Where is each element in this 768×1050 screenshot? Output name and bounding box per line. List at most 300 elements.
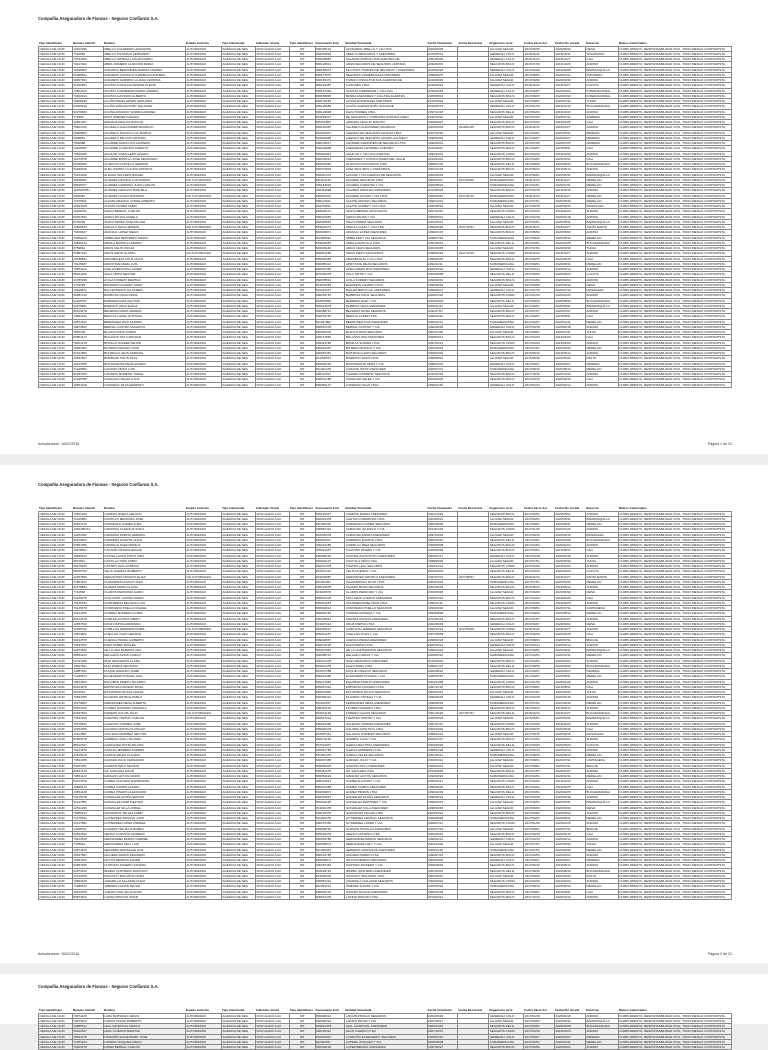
col-ramos: CUMPLIMIENTO, RESPONSABILIDAD CIVIL, TODO RIESGO CONTRATISTA, <box>618 842 731 847</box>
col-organismo: SURAMERICANA <box>489 198 524 203</box>
col-ramos: CUMPLIMIENTO, RESPONSABILIDAD CIVIL, TODO RIESGO CONTRATISTA, <box>618 146 731 151</box>
col-numero-id: 19308245 <box>72 99 103 104</box>
col-tipo-id: CEDULA DE CIUD <box>39 72 73 77</box>
col-fecha-inicio: 2017/07/07 <box>524 616 555 621</box>
col-organismo: SURAMERICANA <box>489 177 524 182</box>
col-organismo: SEGUROS BOLIV <box>489 93 524 98</box>
col-fecha-fin: 2019/05/12 <box>555 167 586 172</box>
col-organismo: ALLIANZ SEGUR <box>489 732 524 737</box>
col-tipo-intermediario: AGENCIA DE SEG <box>222 868 256 873</box>
col-sucursal: BARRANQUILLA <box>585 716 618 721</box>
col-ramos: CUMPLIMIENTO, RESPONSABILIDAD CIVIL, TODO RIESGO CONTRATISTA, <box>618 711 731 716</box>
col-fecha-vinculacion: 1995/03/23 <box>427 800 458 805</box>
col-documento-entidad: 900187452 <box>315 821 345 826</box>
col-numero-id: 52386531 <box>72 72 103 77</box>
col-documento-entidad: 813002478 <box>315 805 345 810</box>
col-fecha-inicio: 2017/08/30 <box>524 162 555 167</box>
col-entidad-vinculada: TOPAZ CONSULTOR SAS AGENTES DE <box>345 78 427 83</box>
col-entidad-vinculada: GALLEGO RAMIREZ SEGUROS <box>345 732 427 737</box>
col-sucursal: CALI <box>585 548 618 553</box>
col-fecha-vinculacion: 2007/02/20 <box>427 130 458 135</box>
col-fecha-vinculacion: 1997/05/27 <box>427 1045 458 1050</box>
col-tipo-id: CEDULA DE CIUD <box>39 742 73 747</box>
col-fecha-desvinculacion: 2017/07/31 <box>458 711 489 716</box>
col-sucursal: MEDELLIN <box>585 193 618 198</box>
col-tipo-intermediario: AGENCIA DE SEG <box>222 595 256 600</box>
col-fecha-inicio: 2017/04/18 <box>524 553 555 558</box>
col-nombre: GUTIERREZ LOPEZ ANDREA <box>103 821 185 826</box>
col-organismo: SEGUROS BOLIV <box>489 852 524 857</box>
col-sucursal: CALI <box>585 256 618 261</box>
col-organismo: SURAMERICANA <box>489 261 524 266</box>
col-estado: AUTORIZADO <box>186 198 222 203</box>
col-entidad-vinculada: BARRERA DIAZ Y CIA <box>345 298 427 303</box>
col-entidad-vinculada: BOLAÑOS PAZ ASESORES <box>345 335 427 340</box>
col-indicador-vinculacion: VINCULADO A AC <box>255 225 289 230</box>
col-documento-entidad: 900170181 <box>315 99 345 104</box>
col-tipo-id: CEDULA DE CIUD <box>39 511 73 516</box>
column-header: Numero Identifi <box>72 506 95 511</box>
column-header: Fecha Fin Acredi <box>555 1008 580 1013</box>
col-fecha-vinculacion: 1996/01/15 <box>427 230 458 235</box>
col-tipo-id: CEDULA DE CIUD <box>39 600 73 605</box>
col-fecha-inicio: 2017/09/01 <box>524 889 555 894</box>
col-documento-entidad: 804012547 <box>315 537 345 542</box>
col-numero-id: 52987412 <box>72 293 103 298</box>
col-indicador-vinculacion: VINCULADO A AC <box>255 356 289 361</box>
col-sucursal: CALI <box>585 377 618 382</box>
col-ramos: CUMPLIMIENTO, RESPONSABILIDAD CIVIL, TODO RIESGO CONTRATISTA, <box>618 721 731 726</box>
col-nombre: CERVANTES OROZCO ELIAS <box>103 574 185 579</box>
col-tipo-id: CEDULA DE CIUD <box>39 251 73 256</box>
col-fecha-fin: 2020/02/14 <box>555 267 586 272</box>
col-tipo-id: CEDULA DE CIUD <box>39 219 73 224</box>
col-tipo-id: CEDULA DE CIUD <box>39 768 73 773</box>
col-tipo-id: CEDULA DE CIUD <box>39 894 73 899</box>
col-tipo-id: CEDULA DE CIUD <box>39 377 73 382</box>
col-indicador-vinculacion: VINCULADO A AC <box>255 288 289 293</box>
col-fecha-inicio: 2017/05/20 <box>524 742 555 747</box>
col-organismo: GENERALI COLO <box>489 288 524 293</box>
col-fecha-fin: 2020/06/27 <box>555 858 586 863</box>
col-estado: AUTORIZADO <box>186 737 222 742</box>
col-tipo-id-entidad: NIT <box>289 204 315 209</box>
col-fecha-inicio: 2017/02/20 <box>524 209 555 214</box>
col-documento-entidad: 811054123 <box>315 884 345 889</box>
col-entidad-vinculada: ALZATE GOMEZ Y CIA LTDA <box>345 204 427 209</box>
col-fecha-inicio: 2017/10/10 <box>524 894 555 899</box>
col-nombre: GIRALDO HOYOS MARIO <box>103 774 185 779</box>
col-sucursal: NEIVA <box>585 590 618 595</box>
col-organismo: ALLIANZ SEGUR <box>489 46 524 51</box>
col-sucursal: ANDINO <box>585 837 618 842</box>
col-nombre: IBARRA QUINTERO RODOLFO <box>103 868 185 873</box>
col-fecha-fin: 2019/02/20 <box>555 209 586 214</box>
col-entidad-vinculada: BONILLA SUAREZ LTDA <box>345 340 427 345</box>
col-documento-entidad: 890985412 <box>315 261 345 266</box>
col-estado: AUTORIZADO <box>186 62 222 67</box>
col-ramos: CUMPLIMIENTO, RESPONSABILIDAD CIVIL, TODO RIESGO CONTRATISTA, <box>618 653 731 658</box>
col-organismo: GENERALI COLO <box>489 88 524 93</box>
col-documento-entidad: 900124578 <box>315 585 345 590</box>
col-indicador-vinculacion: VINCULADO A AC <box>255 737 289 742</box>
col-tipo-intermediario: AGENCIA DE SEG <box>222 319 256 324</box>
col-fecha-fin: 2019/02/28 <box>555 67 586 72</box>
col-estado: AUTORIZADO <box>186 240 222 245</box>
col-numero-id: 93254781 <box>72 763 103 768</box>
col-tipo-id: CEDULA DE CIUD <box>39 879 73 884</box>
col-documento-entidad: 900184516 <box>315 183 345 188</box>
col-nombre: JIMENEZ ALZATE FELIPE <box>103 884 185 889</box>
col-tipo-id-entidad: NIT <box>289 695 315 700</box>
col-tipo-id: CEDULA DE CIUD <box>39 543 73 548</box>
col-entidad-vinculada: GOMEZ CAMPO ASESORES <box>345 784 427 789</box>
col-tipo-id-entidad: NIT <box>289 847 315 852</box>
col-tipo-intermediario: AGENCIA DE SEG <box>222 345 256 350</box>
col-fecha-inicio: 2017/02/14 <box>524 747 555 752</box>
col-organismo: SURAMERICANA <box>489 774 524 779</box>
col-organismo: SEGUROS COMU <box>489 251 524 256</box>
col-fecha-vinculacion: 2006/01/16 <box>427 595 458 600</box>
col-estado: AUTORIZADO <box>186 282 222 287</box>
col-ramos: CUMPLIMIENTO, RESPONSABILIDAD CIVIL, TODO RIESGO CONTRATISTA, <box>618 324 731 329</box>
col-sucursal: CALI <box>585 632 618 637</box>
col-nombre: JARAMILLO SALAZAR HUGO <box>103 879 185 884</box>
col-entidad-vinculada: CARDENAS GOMEZ SEGUROS <box>345 522 427 527</box>
col-entidad-vinculada: CORONADO PUELLO SEGUROS <box>345 606 427 611</box>
col-fecha-vinculacion: 1993/02/10 <box>427 277 458 282</box>
col-organismo: SEGUROS BOLIV <box>489 889 524 894</box>
col-fecha-inicio: 2017/02/01 <box>524 319 555 324</box>
col-organismo: ALLIANZ SEGUR <box>489 826 524 831</box>
col-fecha-fin: 2020/05/31 <box>555 1018 586 1023</box>
col-organismo: ALLIANZ SEGUR <box>489 356 524 361</box>
col-fecha-inicio: 2017/04/04 <box>524 852 555 857</box>
col-documento-entidad: 830087412 <box>315 879 345 884</box>
col-entidad-vinculada: ACUÑA RODRIGUEZ AND ARIAS <box>345 99 427 104</box>
col-estado: AUTORIZADO <box>186 679 222 684</box>
col-indicador-vinculacion: VINCULADO A AC <box>255 162 289 167</box>
col-fecha-inicio: 2017/06/01 <box>524 800 555 805</box>
col-fecha-inicio: 2017/08/01 <box>524 637 555 642</box>
col-organismo: SEGUROS BOLIV <box>489 256 524 261</box>
col-numero-id: 10124785 <box>72 361 103 366</box>
col-tipo-id-entidad: NIT <box>289 879 315 884</box>
col-fecha-vinculacion: 2007/03/07 <box>427 868 458 873</box>
col-nombre: CORREA MUNERA GLORIA <box>103 611 185 616</box>
col-fecha-fin: 2018/11/27 <box>555 627 586 632</box>
column-header: Fecha Fin Acredi <box>555 41 580 46</box>
col-numero-id: 66854123 <box>72 335 103 340</box>
col-indicador-vinculacion: VINCULADO A AC <box>255 779 289 784</box>
col-ramos: CUMPLIMIENTO, RESPONSABILIDAD CIVIL, TODO RIESGO CONTRATISTA, <box>618 104 731 109</box>
col-numero-id: 13845210 <box>72 240 103 245</box>
col-fecha-fin: 2018/11/27 <box>555 57 586 62</box>
column-header: Nombre <box>103 41 116 46</box>
col-fecha-fin: 2020/05/02 <box>555 511 586 516</box>
col-sucursal: PEREIRA <box>585 1034 618 1039</box>
col-tipo-id: CEDULA DE CIUD <box>39 537 73 542</box>
col-tipo-intermediario: AGENCIA DE SEG <box>222 225 256 230</box>
col-tipo-id-entidad: NIT <box>289 863 315 868</box>
col-fecha-fin: 2018/11/27 <box>555 177 586 182</box>
col-organismo: GENERALI COLO <box>489 642 524 647</box>
col-numero-id: 7845120 <box>72 330 103 335</box>
col-nombre: ALZATE ARANGO JORGE ALBERTO <box>103 198 185 203</box>
col-sucursal: ANDINO <box>585 511 618 516</box>
col-entidad-vinculada: BEDOYA LOPEZ LTDA <box>345 314 427 319</box>
col-tipo-id: CEDULA DE CIUD <box>39 627 73 632</box>
col-sucursal: CARTAGENA <box>585 758 618 763</box>
col-fecha-fin: 2020/01/26 <box>555 293 586 298</box>
col-documento-entidad: 900168073 <box>315 67 345 72</box>
col-tipo-intermediario: AGENCIA DE SEG <box>222 732 256 737</box>
col-fecha-vinculacion: 2013/02/13 <box>427 616 458 621</box>
col-fecha-fin: 2020/06/30 <box>555 78 586 83</box>
col-fecha-inicio: 2017/07/19 <box>524 288 555 293</box>
table-row <box>39 125 732 130</box>
col-estado: AUTORIZADO <box>186 537 222 542</box>
col-sucursal: PEREIRA <box>585 669 618 674</box>
col-ramos: CUMPLIMIENTO, RESPONSABILIDAD CIVIL, TODO RIESGO CONTRATISTA, <box>618 204 731 209</box>
col-entidad-vinculada: GRANADOS TELLEZ LTDA <box>345 810 427 815</box>
col-documento-entidad: 900478541 <box>315 616 345 621</box>
col-organismo: ALLIANZ SEGUR <box>489 330 524 335</box>
col-fecha-fin: 2020/07/31 <box>555 763 586 768</box>
col-nombre: FLOREZ NAVARRO MARCELA <box>103 705 185 710</box>
col-tipo-id: CEDULA DE CIUD <box>39 758 73 763</box>
table-row <box>39 837 732 842</box>
col-estado: AUTORIZADO <box>186 863 222 868</box>
col-fecha-inicio: 2017/07/30 <box>524 62 555 67</box>
col-fecha-fin: 2020/08/30 <box>555 162 586 167</box>
col-documento-entidad: 830158835 <box>315 93 345 98</box>
col-fecha-fin: 2019/08/31 <box>555 684 586 689</box>
col-tipo-id: CEDULA DE CIUD <box>39 1013 73 1018</box>
table-row <box>39 372 732 377</box>
col-numero-id: 19547821 <box>72 852 103 857</box>
col-tipo-id: CEDULA DE CIUD <box>39 277 73 282</box>
col-fecha-vinculacion: 2004/03/03 <box>427 298 458 303</box>
col-indicador-vinculacion: VINCULADO A AC <box>255 83 289 88</box>
col-fecha-fin: 2019/04/25 <box>555 120 586 125</box>
col-documento-entidad: 816007458 <box>315 669 345 674</box>
col-tipo-id: CEDULA DE CIUD <box>39 889 73 894</box>
col-ramos: CUMPLIMIENTO, RESPONSABILIDAD CIVIL, TODO RIESGO CONTRATISTA, <box>618 747 731 752</box>
column-header: Tipo Identificaci <box>39 506 62 511</box>
col-ramos: CUMPLIMIENTO, RESPONSABILIDAD CIVIL, TODO RIESGO CONTRATISTA, <box>618 684 731 689</box>
col-estado: AUTORIZADO <box>186 548 222 553</box>
col-ramos: CUMPLIMIENTO, RESPONSABILIDAD CIVIL, TODO RIESGO CONTRATISTA, <box>618 88 731 93</box>
table-row <box>39 816 732 821</box>
col-ramos: CUMPLIMIENTO, RESPONSABILIDAD CIVIL, TODO RIESGO CONTRATISTA, <box>618 579 731 584</box>
col-sucursal: BARRANQUILLA <box>585 303 618 308</box>
col-sucursal: CALI <box>585 57 618 62</box>
col-tipo-intermediario: AGENCIA DE SEG <box>222 585 256 590</box>
col-fecha-vinculacion: 1996/10/01 <box>427 151 458 156</box>
col-sucursal: BARRANQUILLA <box>585 800 618 805</box>
table-row <box>39 879 732 884</box>
col-ramos: CUMPLIMIENTO, RESPONSABILIDAD CIVIL, TODO RIESGO CONTRATISTA, <box>618 177 731 182</box>
col-numero-id: 16789541 <box>72 256 103 261</box>
col-tipo-intermediario: AGENCIA DE SEG <box>222 109 256 114</box>
table-row <box>39 574 732 579</box>
col-sucursal: ANDINO <box>585 109 618 114</box>
col-numero-id: 79478512 <box>72 721 103 726</box>
col-indicador-vinculacion: VINCULADO A AC <box>255 193 289 198</box>
col-entidad-vinculada: CASTELLANOS PINTO ASESORES <box>345 553 427 558</box>
column-header: Estado Autoriza <box>186 1008 209 1013</box>
col-entidad-vinculada: GUTIERREZ ARANGO SEGUROS <box>345 816 427 821</box>
col-tipo-id: CEDULA DE CIUD <box>39 351 73 356</box>
col-sucursal: ANDINO <box>585 1029 618 1034</box>
table-row <box>39 742 732 747</box>
column-header: Ramos Autorizados <box>618 1008 647 1013</box>
col-documento-entidad: 811025478 <box>315 816 345 821</box>
col-sucursal: ANDINO <box>585 1013 618 1018</box>
col-fecha-inicio: 2017/08/30 <box>524 298 555 303</box>
col-fecha-fin: 2020/05/31 <box>555 516 586 521</box>
col-organismo: ALLIANZ SEGUR <box>489 637 524 642</box>
col-numero-id: 98545077 <box>72 183 103 188</box>
col-tipo-id-entidad: NIT <box>289 663 315 668</box>
col-numero-id: 71478512 <box>72 816 103 821</box>
col-nombre: BECERRA MORA ANDRES <box>103 309 185 314</box>
column-header: Tipo Identificaci <box>289 41 313 46</box>
col-estado: AUTORIZADO <box>186 637 222 642</box>
col-fecha-vinculacion: 1997/03/21 <box>427 340 458 345</box>
col-tipo-id-entidad: NIT <box>289 747 315 752</box>
col-fecha-fin: 2020/10/10 <box>555 894 586 899</box>
col-fecha-vinculacion: 1996/06/16 <box>427 795 458 800</box>
col-fecha-inicio: 2017/03/15 <box>524 188 555 193</box>
col-ramos: CUMPLIMIENTO, RESPONSABILIDAD CIVIL, TODO RIESGO CONTRATISTA, <box>618 663 731 668</box>
col-sucursal: CALI <box>585 595 618 600</box>
col-organismo: SEGUROS BOLIV <box>489 737 524 742</box>
col-sucursal: MEDELLIN <box>585 366 618 371</box>
column-header: Fecha Vinculació <box>427 1008 453 1013</box>
col-estado: AUTORIZADO <box>186 658 222 663</box>
col-sucursal: CUCUTA <box>585 742 618 747</box>
col-fecha-fin: 2020/05/20 <box>555 569 586 574</box>
col-tipo-id-entidad: NIT <box>289 742 315 747</box>
col-ramos: CUMPLIMIENTO, RESPONSABILIDAD CIVIL, TODO RIESGO CONTRATISTA, <box>618 319 731 324</box>
col-fecha-vinculacion: 2003/08/08 <box>427 272 458 277</box>
col-documento-entidad: 810001247 <box>315 288 345 293</box>
col-tipo-id: CEDULA DE CIUD <box>39 298 73 303</box>
col-nombre: CHAVARRIAGA ROJO ALEX <box>103 579 185 584</box>
col-fecha-vinculacion: 2001/05/31 <box>427 873 458 878</box>
col-fecha-fin: 2020/05/20 <box>555 272 586 277</box>
col-fecha-fin: 2020/10/10 <box>555 372 586 377</box>
col-nombre: LOPEZ BERNAL CARLOS <box>103 1045 185 1050</box>
col-tipo-id-entidad: NIT <box>289 569 315 574</box>
col-entidad-vinculada: BOTERO ARANGO Y CIA <box>345 345 427 350</box>
col-estado: AUTORIZADO <box>186 235 222 240</box>
col-fecha-inicio: 2017/01/26 <box>524 679 555 684</box>
col-tipo-id-entidad: NIT <box>289 293 315 298</box>
col-entidad-vinculada: HOYOS RENDON SEGUROS <box>345 858 427 863</box>
col-indicador-vinculacion: VINCULADO A AC <box>255 277 289 282</box>
col-fecha-vinculacion: 1996/09/26 <box>427 784 458 789</box>
table-row <box>39 627 732 632</box>
col-indicador-vinculacion: VINCULADO A AC <box>255 831 289 836</box>
col-fecha-inicio: 2017/07/01 <box>524 690 555 695</box>
col-estado: NO AUTORIZADO <box>186 251 222 256</box>
col-indicador-vinculacion: VINCULADO A AC <box>255 130 289 135</box>
col-ramos: CUMPLIMIENTO, RESPONSABILIDAD CIVIL, TODO RIESGO CONTRATISTA, <box>618 863 731 868</box>
col-documento-entidad: 800200614 <box>315 156 345 161</box>
col-nombre: CARDONA VALENCIA SOFIA <box>103 527 185 532</box>
col-estado: AUTORIZADO <box>186 747 222 752</box>
col-fecha-vinculacion: 2001/09/09 <box>427 621 458 626</box>
col-nombre: ACUÑA ZAMUDIO SANDRA ANDREA <box>103 109 185 114</box>
col-numero-id: 31245786 <box>72 377 103 382</box>
col-fecha-fin: 2020/08/30 <box>555 868 586 873</box>
col-documento-entidad: 900258741 <box>315 653 345 658</box>
col-numero-id: 43125478 <box>72 753 103 758</box>
col-organismo: SURAMERICANA <box>489 611 524 616</box>
col-numero-id: 79845123 <box>72 553 103 558</box>
col-tipo-id-entidad: NIT <box>289 235 315 240</box>
col-organismo: GENERALI COLO <box>489 361 524 366</box>
col-sucursal: CALI <box>585 889 618 894</box>
col-tipo-id: CEDULA DE CIUD <box>39 684 73 689</box>
col-fecha-fin: 2020/01/31 <box>555 774 586 779</box>
col-documento-entidad: 830147852 <box>315 679 345 684</box>
col-documento-entidad: 816004305 <box>315 135 345 140</box>
col-fecha-vinculacion: 2004/06/06 <box>427 1013 458 1018</box>
col-fecha-inicio: 2017/08/30 <box>524 868 555 873</box>
col-tipo-intermediario: AGENCIA DE SEG <box>222 527 256 532</box>
col-estado: NO AUTORIZADO <box>186 225 222 230</box>
col-indicador-vinculacion: VINCULADO A AC <box>255 558 289 563</box>
col-fecha-vinculacion: 2013/09/09 <box>427 768 458 773</box>
col-estado: AUTORIZADO <box>186 763 222 768</box>
col-fecha-inicio: 2017/07/01 <box>524 345 555 350</box>
col-estado: AUTORIZADO <box>186 758 222 763</box>
col-nombre: LONDOÑO ECHEVERRY JOSE <box>103 1034 185 1039</box>
col-organismo: ALLIANZ SEGUR <box>489 303 524 308</box>
col-indicador-vinculacion: VINCULADO A AC <box>255 695 289 700</box>
col-fecha-inicio: 2017/09/01 <box>524 146 555 151</box>
col-tipo-id-entidad: NIT <box>289 225 315 230</box>
col-tipo-id-entidad: NIT <box>289 574 315 579</box>
col-fecha-fin: 2020/08/31 <box>555 522 586 527</box>
col-numero-id: 16478521 <box>72 548 103 553</box>
col-tipo-id-entidad: NIT <box>289 1045 315 1050</box>
col-tipo-id: CEDULA DE CIUD <box>39 590 73 595</box>
col-fecha-inicio: 2017/02/01 <box>524 774 555 779</box>
col-entidad-vinculada: HURTADO ROSERO Y CIA <box>345 863 427 868</box>
col-fecha-vinculacion: 1996/06/18 <box>427 256 458 261</box>
col-ramos: CUMPLIMIENTO, RESPONSABILIDAD CIVIL, TODO RIESGO CONTRATISTA, <box>618 130 731 135</box>
col-sucursal: PEREIRA <box>585 858 618 863</box>
col-organismo: SEGUROS BOLIV <box>489 120 524 125</box>
col-estado: AUTORIZADO <box>186 721 222 726</box>
col-estado: AUTORIZADO <box>186 789 222 794</box>
col-tipo-id: CEDULA DE CIUD <box>39 653 73 658</box>
col-documento-entidad: 810007412 <box>315 732 345 737</box>
col-fecha-vinculacion: 2006/02/02 <box>427 351 458 356</box>
col-ramos: CUMPLIMIENTO, RESPONSABILIDAD CIVIL, TODO RIESGO CONTRATISTA, <box>618 690 731 695</box>
col-tipo-id-entidad: NIT <box>289 345 315 350</box>
col-fecha-vinculacion: 2010/10/01 <box>427 658 458 663</box>
col-fecha-vinculacion: 2002/03/03 <box>427 569 458 574</box>
col-organismo: GENERALI COLO <box>489 837 524 842</box>
col-fecha-vinculacion: 2015/02/25 <box>427 67 458 72</box>
col-nombre: LEON CUERVO MARITZA <box>103 1029 185 1034</box>
